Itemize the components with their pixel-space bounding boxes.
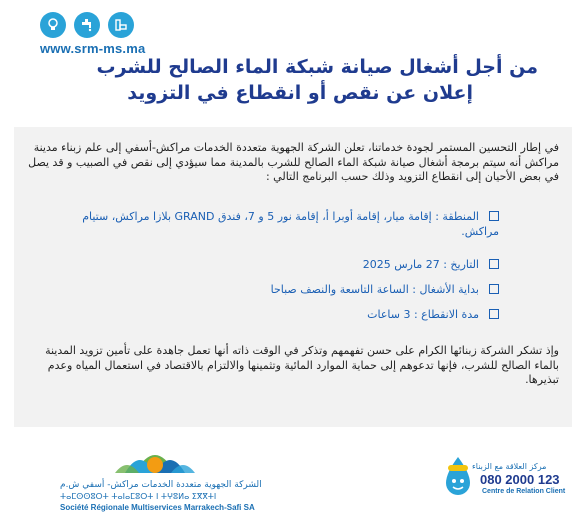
checkbox-icon [489,259,499,269]
list-item-date: التاريخ : 27 مارس 2025 [363,258,499,273]
water-drop-mascot-icon [440,455,476,499]
srm-logo-icon [85,437,225,477]
checkbox-icon [489,309,499,319]
sewer-pipe-icon [108,12,134,38]
page-title: من أجل أشغال صيانة شبكة الماء الصالح للشرب [96,56,538,78]
water-tap-icon [74,12,100,38]
lightbulb-icon [40,12,66,38]
company-name-tifinagh: ⵜⴰⵎⵙⵙⵓⵔⵜ ⵜⴰⵏⴰⵎⵓⵔⵜ ⵏ ⵜⵖⵓⵍⴰ ⵉⴳⴳⵜⵏ [60,492,217,501]
checkbox-icon [489,284,499,294]
page-subtitle: إعلان عن نقص أو انقطاع في التزويد [127,82,473,104]
company-name-arabic: الشركة الجهوية متعددة الخدمات مراكش- أسفي ش.م [60,480,262,490]
contact-center-arabic: مركز العلاقة مع الزبناء [472,462,547,471]
company-name-french: Société Régionale Multiservices Marrakech-Safi SA [60,503,255,512]
checkbox-icon [489,211,499,221]
list-item-duration: مدة الانقطاع : 3 ساعات [367,308,499,323]
list-item-start-time: بداية الأشغال : الساعة التاسعة والنصف صباحا [271,283,499,298]
contact-phone-number[interactable]: 080 2000 123 [480,472,560,487]
list-item-zone-continuation: مراكش. [461,225,499,238]
intro-paragraph: في إطار التحسين المستمر لجودة خدماتنا، تعلن الشركة الجهوية متعددة الخدمات مراكش-أسفي إلى علم زبناء مدينة مراكش أنه سيتم برمجة أشغال صيانة شبكة الماء الصالح للشرب بالمدينة مما سيؤدي إلى نقص في الصبيب و قد يصل في بعض الأحيان إلى انقطاع التزويد وذلك حسب البرنامج التالي : [28,141,559,183]
closing-paragraph: وإذ تشكر الشركة زبنائها الكرام على حسن تفهمهم وتذكر في الوقت ذاته أنها تعمل جاهدة على تأمين تزويد المدينة بالماء الصالح للشرب، فإنها تدعوهم إلى حماية الموارد المائية وتثمينها والالتزام بالاقتصاد في استعمال المياه وعدم تبذيرها. [45,344,559,386]
contact-center-french: Centre de Relation Client [482,488,566,495]
service-icons [40,12,134,38]
list-item-zone: المنطقة : إقامة ميار، إقامة أوبرا أ، إقامة نور 5 و 7، فندق GRAND بلازا مراكش، ستيام [82,210,499,225]
website-url[interactable]: www.srm-ms.ma [40,41,146,56]
